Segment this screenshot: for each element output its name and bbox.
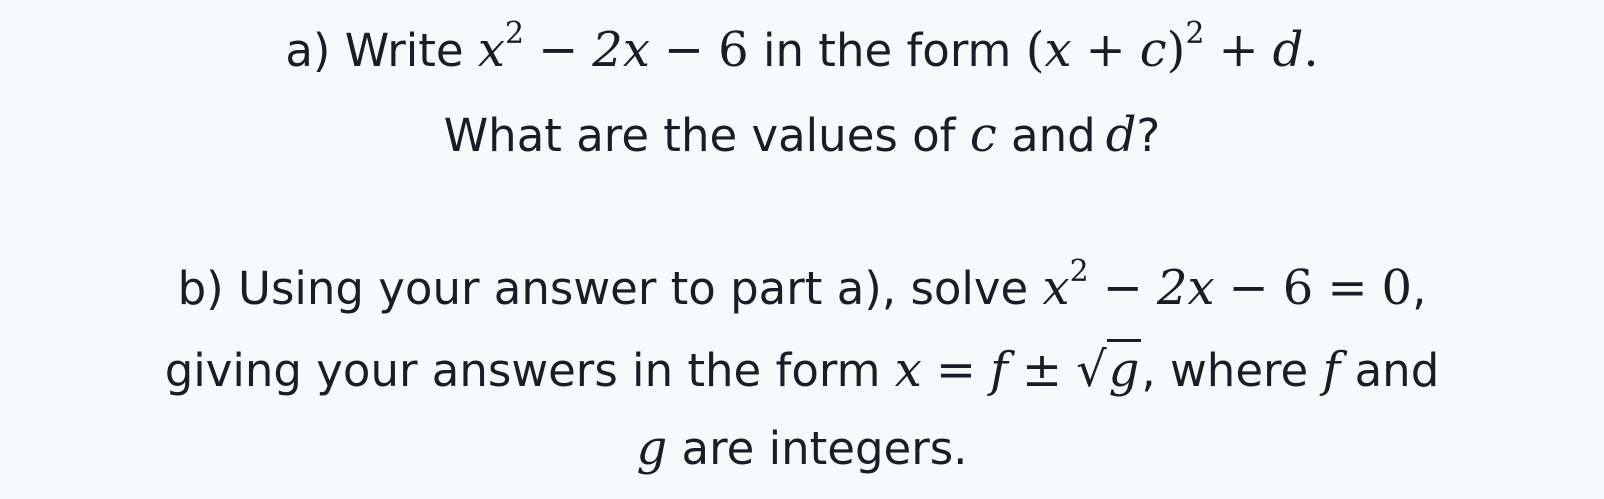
part-b-equation: $x^2 - 2x - 6 = 0$	[1042, 254, 1413, 316]
part-b-form-line	[0, 340, 1604, 401]
part-b-conclusion	[0, 418, 1604, 479]
part-b-tail: are integers.	[681, 422, 968, 475]
part-b-text2: giving your answers in the form	[164, 344, 881, 397]
part-a-write: Write	[344, 24, 464, 77]
part-a-in-the-form: in the form	[762, 24, 1012, 77]
part-a-and: and	[1011, 109, 1096, 162]
part-a-target-form: $(x + c)^2 + d$.	[1025, 16, 1319, 78]
part-b-where: , where	[1141, 344, 1309, 397]
part-b-answer-form: x = f ± √g	[895, 342, 1142, 398]
variable-g: g	[636, 420, 668, 476]
variable-d: d	[1105, 107, 1137, 163]
question-mark: ?	[1136, 109, 1161, 162]
part-a-expression: $x^2 - 2x - 6$	[477, 16, 749, 78]
part-a-question-prefix: What are the values of	[443, 109, 956, 162]
square-root: √g	[1076, 340, 1141, 400]
part-b-label: b)	[177, 262, 224, 315]
variable-f: f	[1322, 342, 1341, 398]
part-b-and: and	[1354, 344, 1440, 397]
part-b-comma: ,	[1412, 262, 1427, 315]
part-b-instruction	[0, 254, 1604, 319]
variable-c: c	[969, 107, 997, 163]
part-a-instruction	[0, 16, 1604, 81]
part-a-question	[0, 105, 1604, 166]
part-b-text1: Using your answer to part a), solve	[238, 262, 1029, 315]
part-a-label: a)	[285, 24, 331, 77]
